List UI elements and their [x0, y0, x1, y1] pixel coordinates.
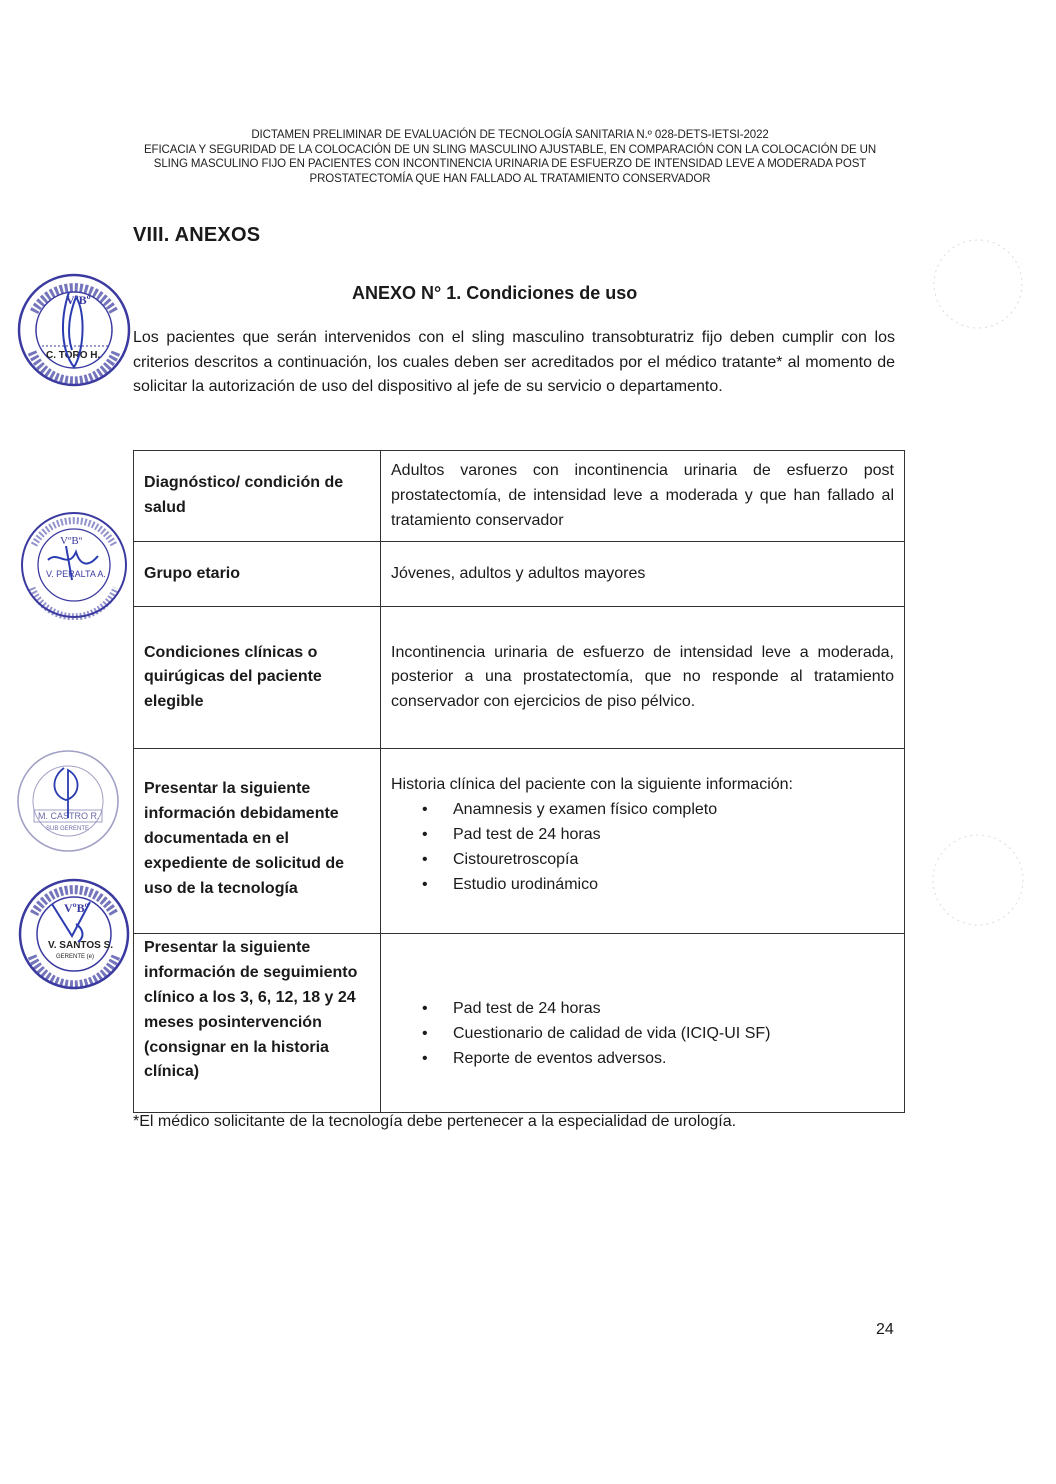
row-label: Presentar la siguiente información de seguimiento clínico a los 3, 6, 12, 18 y 24 meses posintervención (consignar en la historia clínica)	[134, 934, 381, 1113]
row-label: Grupo etario	[134, 542, 381, 607]
svg-text:VºBº: VºBº	[66, 293, 91, 307]
row-label: Presentar la siguiente información debidamente documentada en el expediente de solicitud de uso de la tecnología	[134, 749, 381, 934]
table-row	[134, 542, 905, 607]
table-row	[134, 451, 905, 542]
svg-text:SUB GERENTE: SUB GERENTE	[46, 826, 90, 832]
faint-stamp-mark	[928, 830, 1028, 930]
document-header	[120, 128, 900, 186]
list-item: • Reporte de eventos adversos.	[453, 1047, 894, 1072]
row-label: Diagnóstico/ condición de salud	[134, 451, 381, 542]
row-content: Jóvenes, adultos y adultos mayores	[381, 542, 905, 607]
list-item: • Cuestionario de calidad de vida (ICIQ-UI SF)	[453, 1022, 894, 1047]
header-line-1: DICTAMEN PRELIMINAR DE EVALUACIÓN DE TECNOLOGÍA SANITARIA N.º 028-DETS-IETSI-2022	[251, 129, 769, 141]
header-line-4: PROSTATECTOMÍA QUE HAN FALLADO AL TRATAMIENTO CONSERVADOR	[309, 172, 711, 185]
header-line-2: EFICACIA Y SEGURIDAD DE LA COLOCACIÓN DE UN SLING MASCULINO AJUSTABLE, EN COMPARACIÓN CON LA COLOCACIÓN DE UN	[143, 143, 877, 156]
row-content: Adultos varones con incontinencia urinaria de esfuerzo post prostatectomía, de intensidad leve a moderada y que han fallado al tratamiento conservador	[381, 451, 905, 542]
row-content	[381, 934, 905, 1113]
table-row	[134, 607, 905, 749]
list-item: • Estudio urodinámico	[453, 873, 894, 898]
table-row	[134, 934, 905, 1113]
page-number: 24	[876, 1321, 894, 1338]
svg-text:V. SANTOS S.: V. SANTOS S.	[48, 940, 114, 951]
faint-stamp-mark	[930, 236, 1026, 332]
row-intro: Historia clínica del paciente con la siguiente información:	[391, 776, 793, 794]
row-content	[381, 749, 905, 934]
row-content: Incontinencia urinaria de esfuerzo de intensidad leve a moderada, posterior a una prostatectomía, que no responde al tratamiento conservador con ejercicios de piso pélvico.	[381, 607, 905, 749]
list-item: • Pad test de 24 horas	[453, 823, 894, 848]
official-stamp-santos	[16, 876, 132, 992]
intro-paragraph: Los pacientes que serán intervenidos con el sling masculino transobturatriz fijo deben cumplir con los criterios descritos a continuación, los cuales deben ser acreditados por el médico tratante* al momento de solicitar la autorización de uso del dispositivo al jefe de su servicio o departamento.	[133, 329, 895, 395]
annex-title: ANEXO N° 1. Condiciones de uso	[352, 283, 638, 303]
svg-text:M. CASTRO R.: M. CASTRO R.	[38, 811, 100, 821]
list-item: • Anamnesis y examen físico completo	[453, 798, 894, 823]
list-item: • Cistouretroscopía	[453, 848, 894, 873]
official-stamp-castro	[12, 748, 124, 854]
svg-text:VºBº: VºBº	[64, 901, 89, 915]
footnote: *El médico solicitante de la tecnología debe pertenecer a la especialidad de urología.	[133, 1113, 737, 1130]
conditions-table	[133, 450, 905, 1113]
official-stamp-toro	[14, 272, 134, 388]
svg-text:V. PERALTA A.: V. PERALTA A.	[46, 569, 106, 579]
bullet-list	[391, 798, 894, 897]
bullet-list	[391, 997, 894, 1071]
official-stamp-peralta	[18, 510, 130, 620]
row-label: Condiciones clínicas o quirúgicas del paciente elegible	[134, 607, 381, 749]
svg-text:GERENTE (e): GERENTE (e)	[56, 954, 95, 960]
table-row	[134, 749, 905, 934]
svg-text:VºBº: VºBº	[60, 535, 83, 547]
section-title: VIII. ANEXOS	[133, 224, 261, 246]
svg-text:C. TORO H.: C. TORO H.	[46, 350, 101, 361]
list-item: • Pad test de 24 horas	[453, 997, 894, 1022]
header-line-3: SLING MASCULINO FIJO EN PACIENTES CON INCONTINENCIA URINARIA DE ESFUERZO DE INTENSIDAD LEVE A MODERADA POST	[153, 158, 867, 170]
